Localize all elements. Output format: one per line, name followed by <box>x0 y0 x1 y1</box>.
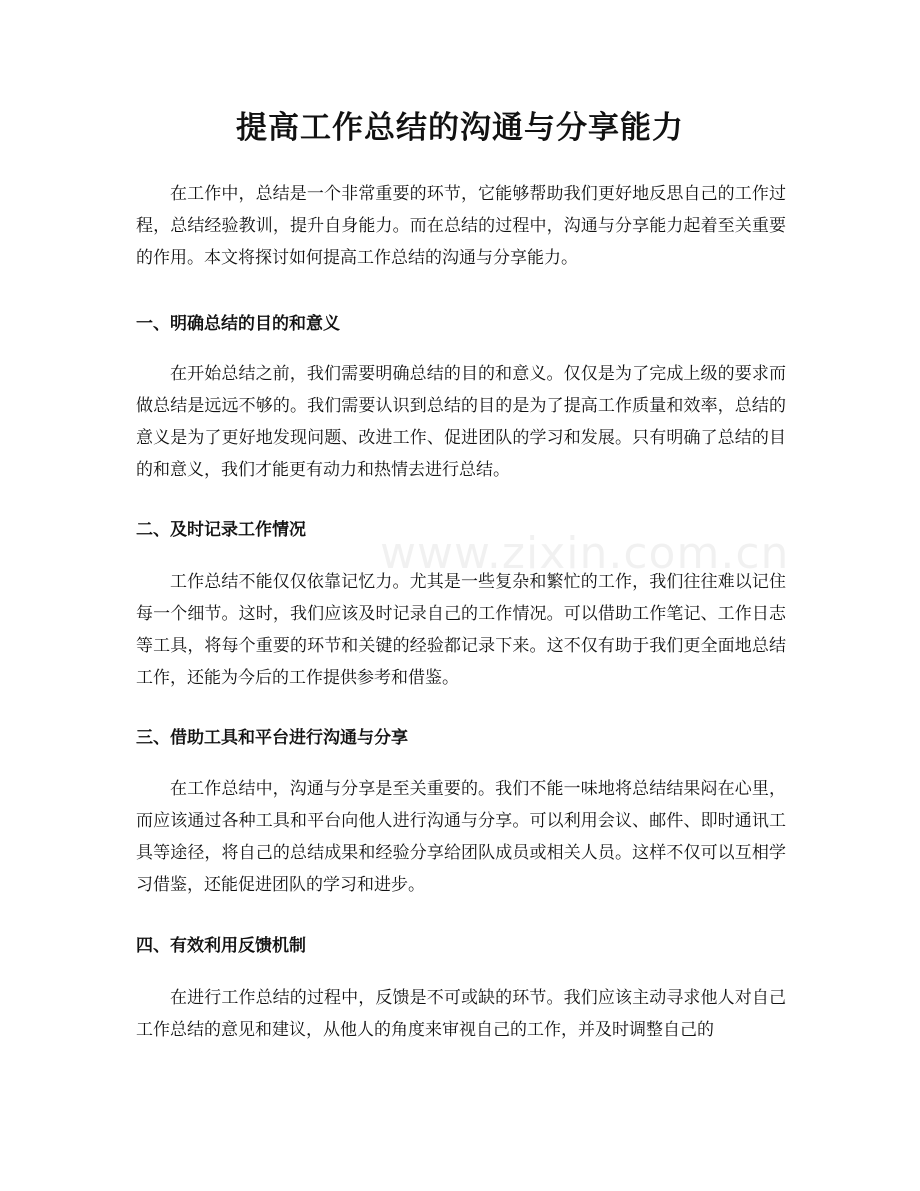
section-2-body: 工作总结不能仅仅依靠记忆力。尤其是一些复杂和繁忙的工作，我们往往难以记住每一个细节。这时，我们应该及时记录自己的工作情况。可以借助工作笔记、工作日志等工具，将每个重要的环节和关键的经验都记录下来。这不仅有助于我们更全面地总结工作，还能为今后的工作提供参考和借鉴。 <box>136 572 786 688</box>
section-3-heading: 三、借助工具和平台进行沟通与分享 <box>136 728 408 748</box>
section-4-body: 在进行工作总结的过程中，反馈是不可或缺的环节。我们应该主动寻求他人对自己工作总结的意见和建议，从他人的角度来审视自己的工作，并及时调整自己的 <box>136 988 786 1040</box>
section-3-body: 在工作总结中，沟通与分享是至关重要的。我们不能一味地将总结结果闷在心里，而应该通过各种工具和平台向他人进行沟通与分享。可以利用会议、邮件、即时通讯工具等途径，将自己的总结成果和经验分享给团队成员或相关人员。这样不仅可以互相学习借鉴，还能促进团队的学习和进步。 <box>136 779 786 895</box>
section-2-heading: 二、及时记录工作情况 <box>136 520 306 540</box>
intro-paragraph: 在工作中，总结是一个非常重要的环节，它能够帮助我们更好地反思自己的工作过程，总结经验教训，提升自身能力。而在总结的过程中，沟通与分享能力起着至关重要的作用。本文将探讨如何提高工作总结的沟通与分享能力。 <box>136 184 786 268</box>
section-1-heading: 一、明确总结的目的和意义 <box>136 314 340 334</box>
section-1-body: 在开始总结之前，我们需要明确总结的目的和意义。仅仅是为了完成上级的要求而做总结是远远不够的。我们需要认识到总结的目的是为了提高工作质量和效率，总结的意义是为了更好地发现问题、改进工作、促进团队的学习和发展。只有明确了总结的目的和意义，我们才能更有动力和热情去进行总结。 <box>136 364 786 480</box>
watermark: www.zixin.com.cn <box>380 528 790 579</box>
document-title: 提高工作总结的沟通与分享能力 <box>236 110 684 146</box>
section-4-heading: 四、有效利用反馈机制 <box>136 936 306 956</box>
